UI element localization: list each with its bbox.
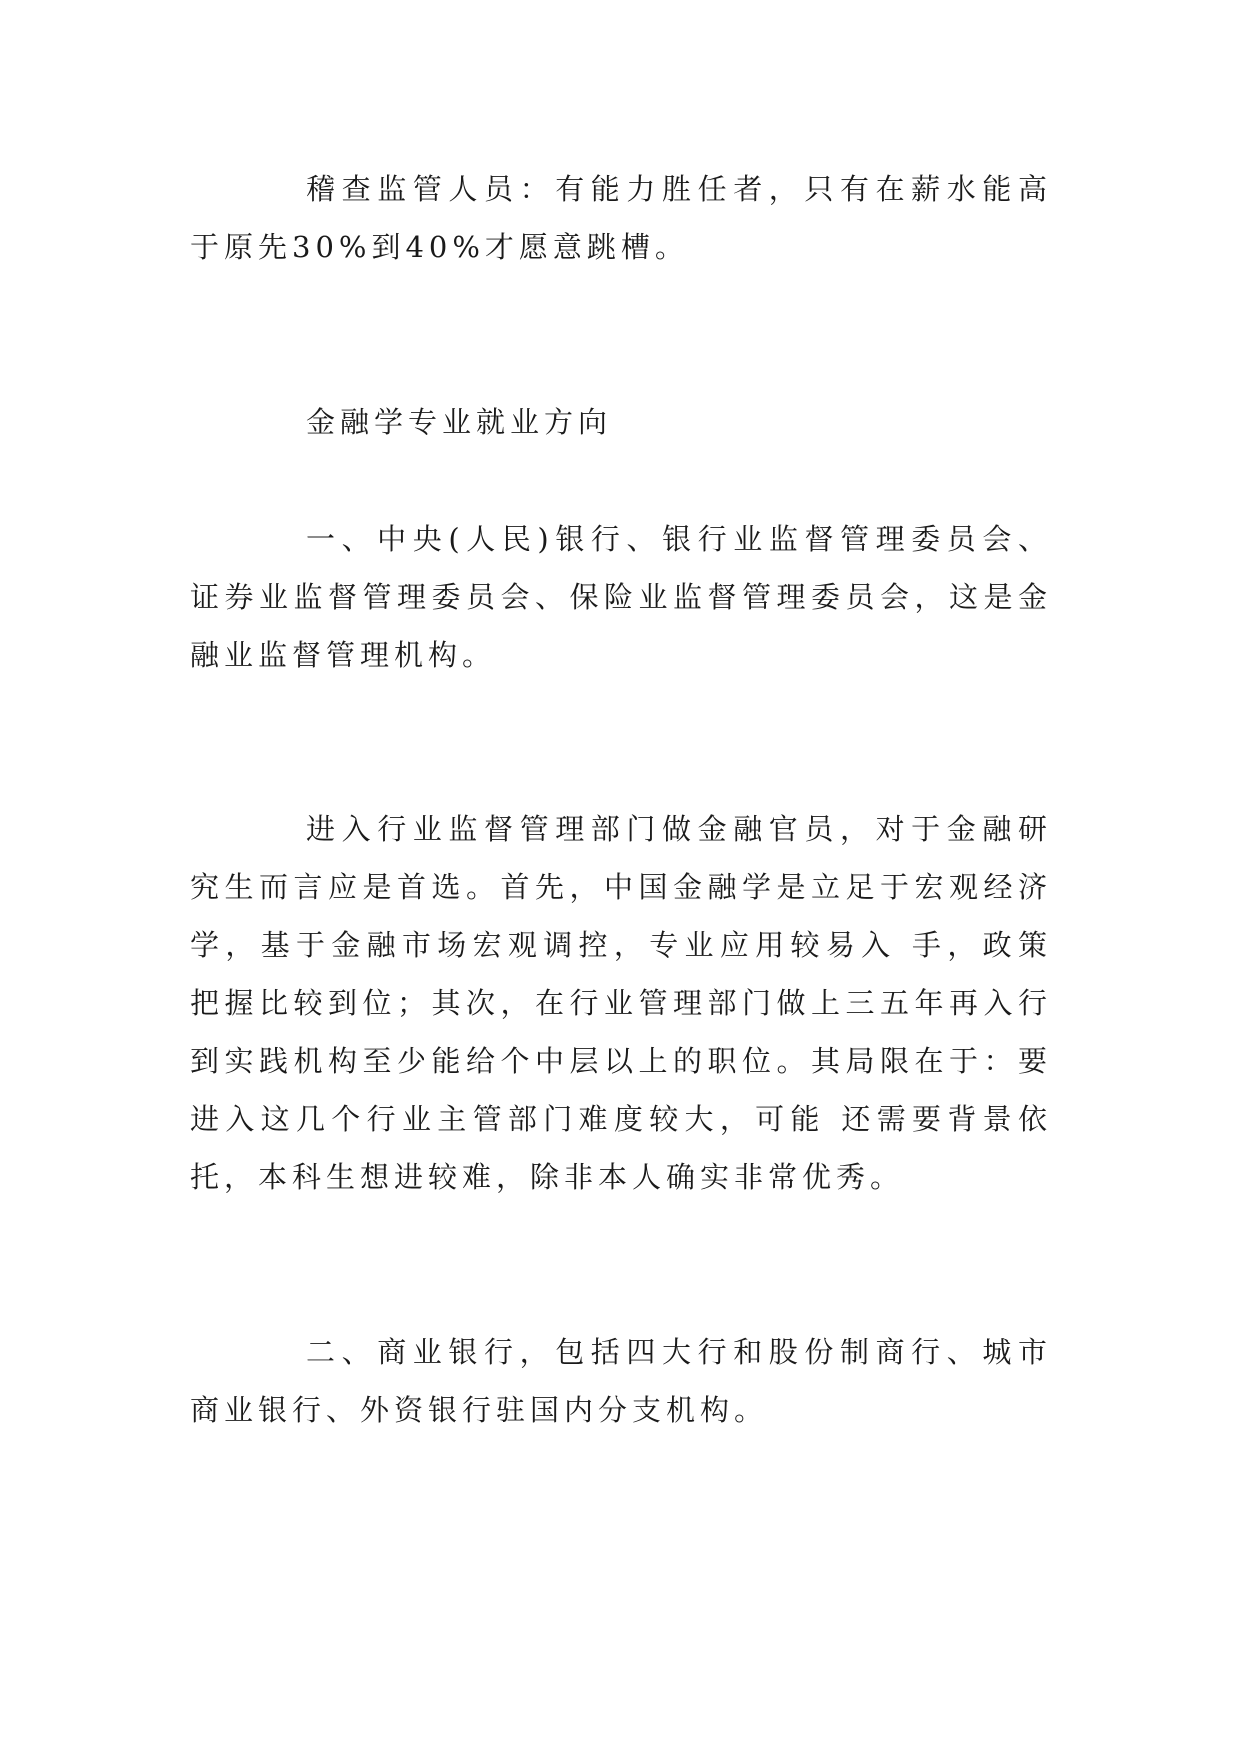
paragraph-regulatory-agencies: 一、中央(人民)银行、银行业监督管理委员会、证券业监督管理委员会、保险业监督管理委员会，这是金融业监督管理机构。 [190,522,1052,672]
paragraph-audit-staff: 稽查监管人员：有能力胜任者，只有在薪水能高于原先30%到40%才愿意跳槽。 [190,172,1052,264]
section-heading-career-directions: 金融学专业就业方向 [306,405,613,439]
paragraph-commercial-banks: 二、商业银行，包括四大行和股份制商行、城市商业银行、外资银行驻国内分支机构。 [190,1335,1052,1427]
paragraph-regulatory-careers: 进入行业监督管理部门做金融官员，对于金融研究生而言应是首选。首先，中国金融学是立足于宏观经济学，基于金融市场宏观调控，专业应用较易入 手，政策把握比较到位；其次，在行业管理部门做上三五年再入行到实践机构至少能给个中层以上的职位。其局限在于：要进入这几个行业主管部门难度较大，可能 还需要背景依托，本科生想进较难，除非本人确实非常优秀。 [190,812,1052,1194]
